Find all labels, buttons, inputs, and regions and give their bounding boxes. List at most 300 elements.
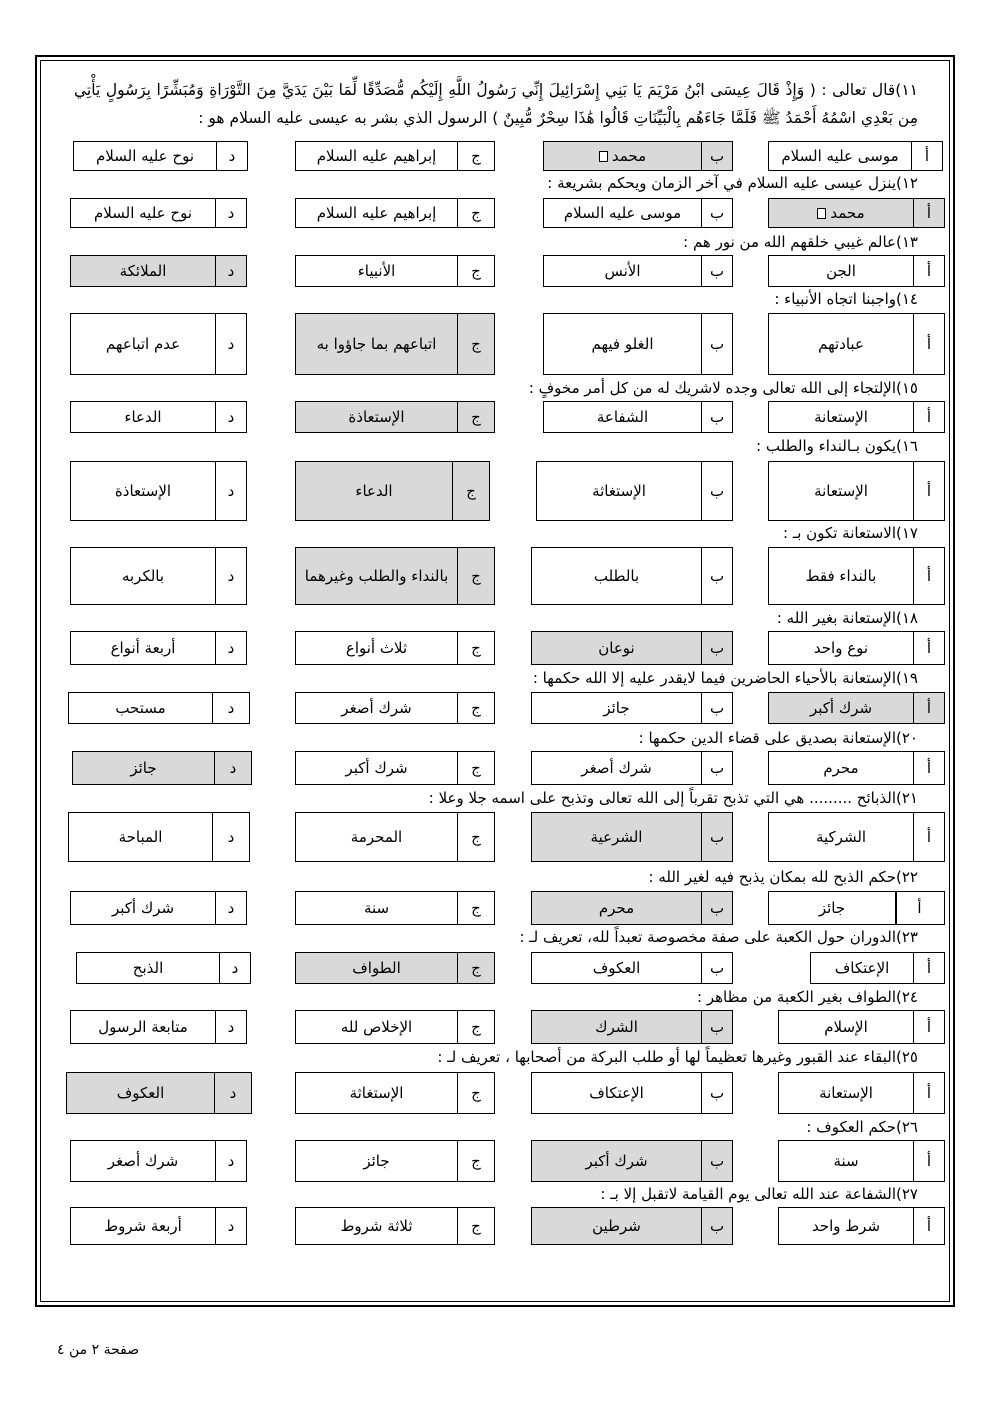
- option-text: [532, 813, 701, 861]
- option-text: [532, 892, 701, 924]
- option-label: سنة: [833, 1152, 859, 1170]
- answer-option[interactable]: [70, 255, 247, 287]
- answer-option[interactable]: [295, 952, 495, 984]
- option-letter: د: [219, 953, 250, 983]
- answer-option[interactable]: [295, 198, 495, 228]
- option-letter: ج: [457, 256, 494, 286]
- option-text: [74, 142, 216, 170]
- option-letter: د: [215, 1208, 246, 1244]
- answer-option[interactable]: [295, 1072, 495, 1114]
- option-letter: أ: [913, 953, 944, 983]
- question-number: ١٧): [896, 524, 918, 542]
- option-letter: ب: [701, 693, 732, 723]
- answer-option[interactable]: [295, 891, 495, 925]
- option-label: بالنداء فقط: [805, 567, 877, 585]
- option-letter: ب: [701, 548, 732, 604]
- option-text: [769, 314, 913, 374]
- question-number: ١٨): [896, 609, 918, 627]
- option-label: نوح عليه السلام: [94, 204, 192, 222]
- answer-option[interactable]: [68, 812, 250, 862]
- answer-option[interactable]: [531, 692, 733, 724]
- answer-option[interactable]: [295, 812, 495, 862]
- option-label: جائز: [818, 899, 846, 917]
- answer-option[interactable]: [768, 313, 945, 375]
- option-letter: ب: [701, 813, 732, 861]
- option-letter: ب: [701, 1208, 732, 1244]
- option-text: [769, 256, 913, 286]
- option-label: عدم اتباعهم: [105, 335, 181, 353]
- option-label: الأنس: [604, 262, 641, 280]
- option-label: شرطين: [592, 1217, 641, 1235]
- option-letter: ج: [457, 632, 494, 664]
- answer-option[interactable]: [295, 1207, 495, 1245]
- option-text: [296, 199, 457, 227]
- question-stem: قال تعالى : ( وَإِذْ قَالَ عِيسَى ابْنُ مَرْيَمَ يَا بَنِي إِسْرَائِيلَ إِنِّي رَسُولُ اللَّهِ إِلَيْكُم مُّصَدِّقًا لِّمَا بَيْنَ يَدَيَّ مِنَ التَّوْرَاةِ وَمُبَشِّرًا بِرَسُولٍ يَأْتِي مِن بَعْدِي اسْمُهُ أَحْمَدُ ﷺ فَلَمَّا جَاءَهُم بِالْبَيِّنَاتِ قَالُوا هَٰذَا سِحْرٌ مُّبِينٌ ) الرسول الذي بشر به عيسى عليه السلام هو :: [74, 81, 918, 127]
- option-letter: أ: [913, 256, 944, 286]
- option-label: محمد: [830, 204, 865, 222]
- option-letter: ج: [457, 1073, 494, 1113]
- option-letter: ب: [701, 632, 732, 664]
- answer-option[interactable]: [73, 141, 248, 171]
- option-letter: أ: [913, 1073, 944, 1113]
- option-label: الإستعانة: [814, 408, 868, 426]
- missing-glyph-icon: [817, 208, 826, 219]
- option-text: [71, 314, 215, 374]
- option-letter: ب: [701, 752, 732, 784]
- question-number: ١٢): [896, 174, 918, 192]
- option-label: العكوف: [116, 1084, 165, 1102]
- question-text: [519, 926, 918, 948]
- answer-option[interactable]: [70, 631, 247, 665]
- answer-option[interactable]: [72, 751, 252, 785]
- answer-option[interactable]: [768, 198, 945, 228]
- answer-option[interactable]: [295, 461, 490, 521]
- answer-option[interactable]: [810, 952, 945, 984]
- option-letter: أ: [917, 899, 922, 917]
- question-text: [806, 1116, 918, 1138]
- question-stem: الطواف بغير الكعبة من مظاهر :: [697, 988, 897, 1006]
- option-letter: أ: [913, 1208, 944, 1244]
- option-label: المباحة: [118, 828, 163, 846]
- option-letter: ج: [457, 813, 494, 861]
- option-label: الإستعاذة: [348, 408, 405, 426]
- answer-option[interactable]: [768, 751, 945, 785]
- option-label: نوح عليه السلام: [96, 147, 194, 165]
- answer-option[interactable]: [778, 1140, 945, 1182]
- option-letter: ج: [457, 1141, 494, 1181]
- answer-option[interactable]: [70, 461, 247, 521]
- answer-option[interactable]: [295, 1010, 495, 1044]
- option-text: [71, 1141, 215, 1181]
- answer-option[interactable]: [768, 547, 945, 605]
- answer-option[interactable]: [768, 401, 945, 433]
- answer-option[interactable]: [768, 631, 945, 665]
- question-stem: ينزل عيسى عليه السلام في آخر الزمان ويحكم بشريعة :: [547, 174, 897, 192]
- option-text: [532, 1141, 701, 1181]
- question-text: [437, 1046, 918, 1068]
- answer-option[interactable]: [68, 692, 250, 724]
- option-letter: أ: [913, 548, 944, 604]
- option-text: [296, 314, 457, 374]
- question-stem: الإستعانة بالأحياء الحاضرين فيما لايقدر عليه إلا الله حكمها :: [532, 669, 897, 687]
- question-number: ٢٣): [896, 928, 918, 946]
- option-letter: ب: [701, 1073, 732, 1113]
- option-label: ثلاث أنواع: [345, 639, 408, 657]
- option-label: موسى عليه السلام: [563, 204, 682, 222]
- answer-option[interactable]: [70, 547, 247, 605]
- answer-option[interactable]: [531, 1207, 733, 1245]
- option-letter: د: [212, 813, 249, 861]
- answer-option[interactable]: [768, 812, 945, 862]
- option-letter: ج: [457, 314, 494, 374]
- option-label: محمد: [611, 147, 647, 165]
- option-label: شرك أصغر: [341, 699, 412, 717]
- option-label: محرم: [823, 759, 859, 777]
- question-text: [756, 435, 918, 457]
- answer-option[interactable]: [70, 1207, 247, 1245]
- option-letter: د: [215, 402, 246, 432]
- option-label: جائز: [363, 1152, 390, 1170]
- option-letter: أ: [911, 142, 942, 170]
- question-number: ٢٤): [896, 988, 918, 1006]
- answer-option[interactable]: [543, 401, 733, 433]
- option-label: عبادتهم: [818, 335, 864, 353]
- question-text: [697, 986, 918, 1008]
- option-text: [296, 752, 457, 784]
- option-text: [296, 402, 457, 432]
- option-letter: ب: [701, 953, 732, 983]
- option-label: شرط واحد: [811, 1217, 881, 1235]
- missing-glyph-icon: [599, 151, 608, 162]
- question-text: [777, 607, 918, 629]
- option-text: [532, 752, 701, 784]
- option-label: الإستعانة: [814, 482, 868, 500]
- option-letter: ب: [701, 199, 732, 227]
- option-letter: أ: [913, 1011, 944, 1043]
- option-label: الطواف: [352, 959, 401, 977]
- question-stem: البقاء عند القبور وغيرها تعظيماً لها أو طلب البركة من أصحابها ، تعريف لـ :: [437, 1048, 897, 1066]
- option-letter: د: [215, 892, 246, 924]
- option-label: شرك أصغر: [581, 759, 652, 777]
- option-letter: د: [215, 548, 246, 604]
- option-text: [544, 142, 701, 170]
- question-stem: واجبنا اتجاه الأنبياء :: [774, 290, 897, 308]
- option-label: شرك أكبر: [111, 899, 175, 917]
- option-text: [769, 693, 913, 723]
- option-label: بالطلب: [593, 567, 640, 585]
- option-text: [296, 1208, 457, 1244]
- option-label: مستحب: [115, 699, 166, 717]
- option-label: الإستغاثة: [349, 1084, 404, 1102]
- answer-option[interactable]: [70, 1140, 247, 1182]
- option-letter: ب: [701, 892, 732, 924]
- option-label: الإعتكاف: [834, 959, 890, 977]
- question-stem: الإستعانة بغير الله :: [776, 609, 897, 627]
- answer-option[interactable]: [70, 198, 247, 228]
- option-text: [77, 953, 219, 983]
- option-letter: ج: [457, 199, 494, 227]
- answer-option[interactable]: [295, 255, 495, 287]
- option-text: [769, 752, 913, 784]
- option-letter: أ: [913, 402, 944, 432]
- option-label: متابعة الرسول: [98, 1018, 188, 1036]
- option-label: الدعاء: [124, 408, 162, 426]
- question-number: ٢٠): [896, 729, 918, 747]
- option-text: [532, 632, 701, 664]
- option-text: [544, 314, 701, 374]
- answer-option[interactable]: [295, 141, 495, 171]
- option-label: بالنداء والطلب وغيرهما: [304, 567, 449, 585]
- option-text: [532, 548, 701, 604]
- option-label: أربعة شروط: [104, 1217, 182, 1235]
- option-label: الشفاعة: [596, 408, 649, 426]
- answer-option[interactable]: [543, 198, 733, 228]
- answer-option[interactable]: [768, 692, 945, 724]
- answer-option[interactable]: [531, 1140, 733, 1182]
- option-letter: د: [215, 462, 246, 520]
- option-letter: د: [212, 693, 249, 723]
- answer-option[interactable]: [543, 141, 733, 171]
- option-letter: أ: [913, 752, 944, 784]
- option-letter: أ: [913, 693, 944, 723]
- answer-option[interactable]: [295, 631, 495, 665]
- question-text: [547, 172, 918, 194]
- option-letter: أ: [913, 813, 944, 861]
- option-letter: د: [215, 256, 246, 286]
- answer-option[interactable]: [531, 1010, 733, 1044]
- option-label: جائز: [603, 699, 630, 717]
- question-stem: الشفاعة عند الله تعالى يوم القيامة لاتقبل إلا بـ :: [600, 1185, 897, 1203]
- answer-option[interactable]: [768, 141, 943, 171]
- option-letter: ب: [701, 462, 732, 520]
- answer-option[interactable]: [76, 952, 251, 984]
- option-label: اتباعهم بما جاؤوا به: [316, 335, 437, 353]
- option-text: [811, 953, 913, 983]
- answer-option[interactable]: [536, 461, 733, 521]
- answer-option[interactable]: [295, 313, 495, 375]
- question-text: [529, 377, 918, 399]
- option-label: الإعتكاف: [589, 1084, 644, 1102]
- option-label: الذبح: [132, 959, 164, 977]
- option-text: [532, 1208, 701, 1244]
- option-label: شرك أصغر: [107, 1152, 179, 1170]
- option-letter: ب: [701, 256, 732, 286]
- option-text: [769, 142, 911, 170]
- question-number: ١٩): [896, 669, 918, 687]
- question-text: [783, 522, 918, 544]
- question-number: ١٣): [896, 233, 918, 251]
- answer-option[interactable]: [295, 751, 495, 785]
- option-label: الإخلاص لله: [340, 1018, 413, 1036]
- option-text: [769, 548, 913, 604]
- option-text: [779, 1208, 913, 1244]
- option-text: [532, 953, 701, 983]
- option-letter: د: [215, 314, 246, 374]
- option-text: [71, 462, 215, 520]
- option-label: الشركية: [815, 828, 867, 846]
- question-text: [774, 288, 918, 310]
- option-label: المحرمة: [350, 828, 403, 846]
- option-letter: ج: [457, 1208, 494, 1244]
- option-label: الإستغاثة: [592, 482, 646, 500]
- question-number: ١٦): [896, 437, 918, 455]
- answer-option[interactable]: [531, 891, 733, 925]
- option-text: [69, 693, 212, 723]
- question-text: [429, 787, 918, 809]
- option-label: أربعة أنواع: [110, 639, 176, 657]
- option-text: [769, 462, 913, 520]
- option-letter: أ: [913, 1141, 944, 1181]
- answer-option[interactable]: [543, 313, 733, 375]
- option-letter: أ: [913, 314, 944, 374]
- option-text: [296, 548, 457, 604]
- option-letter: ب: [701, 142, 732, 170]
- question-number: ٢٢): [896, 868, 918, 886]
- option-letter: ج: [457, 693, 494, 723]
- option-text: [544, 199, 701, 227]
- answer-option[interactable]: [768, 255, 945, 287]
- answer-option[interactable]: [543, 255, 733, 287]
- option-text: [544, 402, 701, 432]
- option-text: [71, 548, 215, 604]
- question-text: [74, 76, 918, 132]
- option-label: شرك أكبر: [809, 699, 873, 717]
- option-label: إبراهيم عليه السلام: [316, 147, 437, 165]
- option-letter: أ: [913, 632, 944, 664]
- option-label: الشرك: [595, 1018, 638, 1036]
- option-letter: د: [216, 142, 247, 170]
- question-number: ٢٦): [896, 1118, 918, 1136]
- option-text: [779, 1141, 913, 1181]
- option-letter: أ: [913, 462, 944, 520]
- option-label: جائز: [130, 759, 157, 777]
- question-text: [683, 231, 918, 253]
- option-letter: د: [214, 752, 251, 784]
- option-label: الإستعانة: [819, 1084, 873, 1102]
- answer-option[interactable]: [66, 1072, 252, 1114]
- option-letter: ج: [457, 752, 494, 784]
- option-letter: د: [215, 1011, 246, 1043]
- option-text: [537, 462, 701, 520]
- answer-option[interactable]: [531, 631, 733, 665]
- option-text: [69, 813, 212, 861]
- answer-option[interactable]: [70, 313, 247, 375]
- page-footer: صفحة ٢ من ٤: [57, 1342, 140, 1358]
- option-text: [71, 256, 215, 286]
- answer-option[interactable]: [531, 547, 733, 605]
- answer-option[interactable]: [70, 401, 247, 433]
- answer-option[interactable]: [295, 547, 495, 605]
- option-label: إبراهيم عليه السلام: [316, 204, 437, 222]
- option-text: [532, 1011, 701, 1043]
- option-letter: ج: [457, 1011, 494, 1043]
- answer-option[interactable]: [778, 1207, 945, 1245]
- answer-option-text-cell[interactable]: [768, 891, 896, 925]
- option-label: العكوف: [592, 959, 641, 977]
- option-letter: ب: [701, 402, 732, 432]
- option-text: [779, 1011, 913, 1043]
- question-number: ١٥): [896, 379, 918, 397]
- option-text: [71, 402, 215, 432]
- option-letter: د: [215, 632, 246, 664]
- option-label: محرم: [598, 899, 635, 917]
- option-text: [769, 199, 913, 227]
- answer-option[interactable]: [531, 751, 733, 785]
- option-letter: د: [215, 199, 246, 227]
- answer-option[interactable]: [778, 1072, 945, 1114]
- answer-option[interactable]: [295, 1140, 495, 1182]
- option-text: [71, 1208, 215, 1244]
- option-label: نوعان: [598, 639, 635, 657]
- question-number: ١١): [895, 81, 918, 99]
- answer-option[interactable]: [768, 461, 945, 521]
- option-label: موسى عليه السلام: [781, 147, 899, 165]
- option-letter: د: [214, 1073, 251, 1113]
- option-text: [296, 1073, 457, 1113]
- question-stem: حكم العكوف :: [806, 1118, 897, 1136]
- question-stem: حكم الذبح لله بمكان يذبح فيه لغير الله :: [648, 868, 897, 886]
- answer-option[interactable]: [778, 1010, 945, 1044]
- option-text: [296, 1141, 457, 1181]
- option-letter: ب: [701, 1141, 732, 1181]
- option-text: [296, 892, 457, 924]
- option-text: [769, 632, 913, 664]
- option-text: [779, 1073, 913, 1113]
- answer-option[interactable]: [295, 692, 495, 724]
- question-number: ٢٥): [896, 1048, 918, 1066]
- question-stem: الدوران حول الكعبة على صفة مخصوصة تعبداً لله، تعريف لـ :: [519, 928, 897, 946]
- option-letter: ج: [457, 402, 494, 432]
- option-label: الإستعاذة: [114, 482, 172, 500]
- option-text: [769, 892, 895, 924]
- option-letter: ج: [452, 462, 489, 520]
- option-text: [296, 813, 457, 861]
- answer-option[interactable]: [295, 401, 495, 433]
- question-stem: الاستعانة تكون بـ :: [783, 524, 897, 542]
- question-text: [600, 1183, 918, 1205]
- option-text: [296, 1011, 457, 1043]
- option-text: [296, 256, 457, 286]
- option-letter: ج: [457, 953, 494, 983]
- option-label: الشرعية: [590, 828, 643, 846]
- answer-option[interactable]: [70, 1010, 247, 1044]
- option-label: الملائكة: [119, 262, 167, 280]
- option-text: [71, 632, 215, 664]
- option-text: [532, 693, 701, 723]
- option-label: سنة: [363, 899, 390, 917]
- question-stem: الإستعانة بصديق على قضاء الدين حكمها :: [638, 729, 897, 747]
- option-label: شرك أكبر: [345, 759, 408, 777]
- question-number: ١٤): [896, 290, 918, 308]
- option-text: [296, 953, 457, 983]
- answer-option[interactable]: [70, 891, 247, 925]
- question-stem: الذبائح ......... هي التي تذبح تقرباً إلى الله تعالى وتذبح على اسمه جلا وعلا :: [428, 789, 897, 807]
- option-text: [296, 632, 457, 664]
- answer-option[interactable]: [531, 1072, 733, 1114]
- question-text: [649, 866, 918, 888]
- option-letter: ج: [457, 142, 494, 170]
- answer-option[interactable]: [531, 812, 733, 862]
- option-label: ثلاثة شروط: [340, 1217, 413, 1235]
- answer-option[interactable]: [531, 952, 733, 984]
- option-text: [769, 813, 913, 861]
- question-text: [533, 667, 918, 689]
- answer-option[interactable]: [896, 891, 945, 925]
- option-label: الإسلام: [824, 1018, 868, 1036]
- option-label: شرك أكبر: [585, 1152, 648, 1170]
- option-text: [532, 1073, 701, 1113]
- option-text: [71, 199, 215, 227]
